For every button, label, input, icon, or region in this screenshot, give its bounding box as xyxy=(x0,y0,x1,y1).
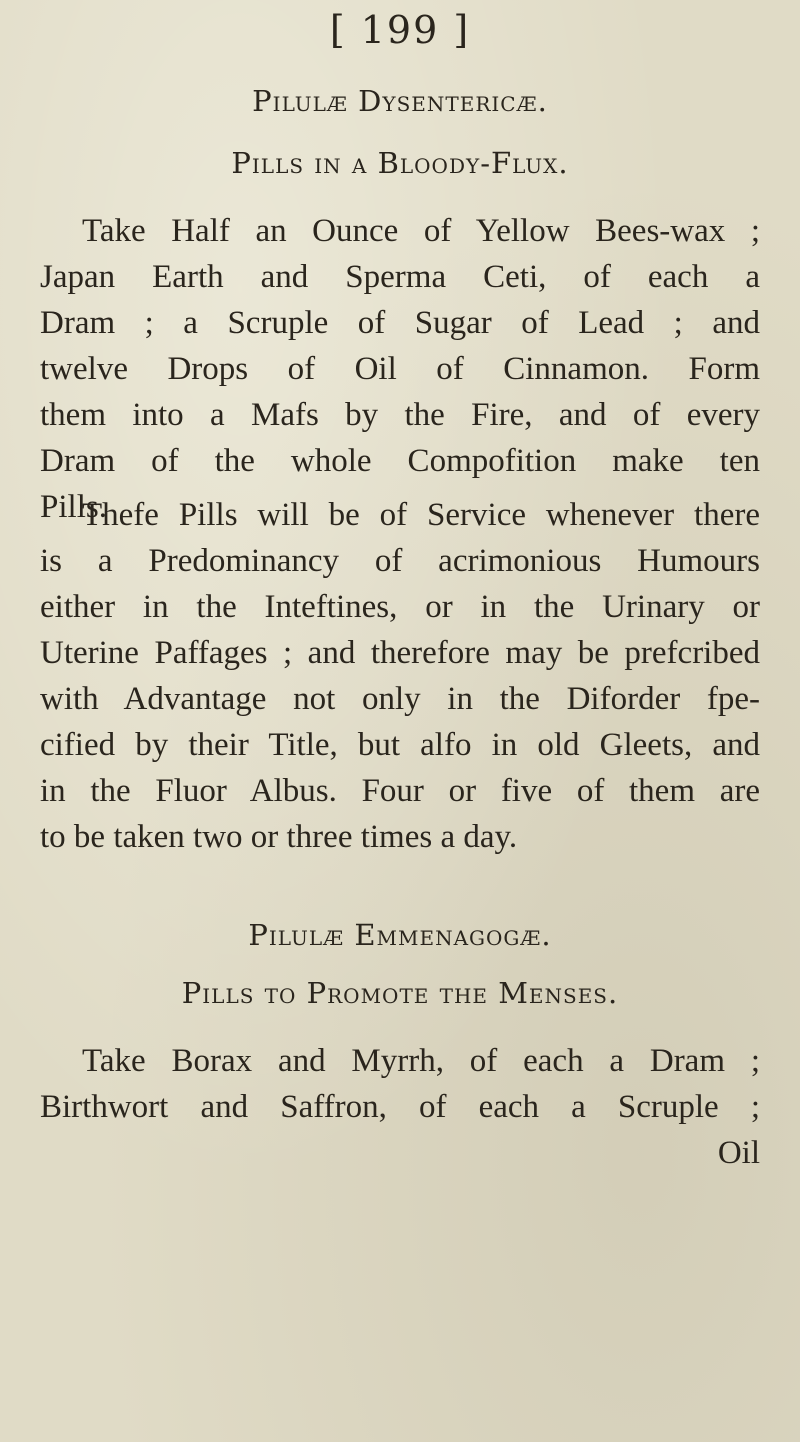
text-line: Dram ; a Scruple of Sugar of Lead ; and xyxy=(40,305,760,341)
text-line: Thefe Pills will be of Service whenever there xyxy=(82,497,760,533)
text-line: Birthwort and Saffron, of each a Scruple ; xyxy=(40,1089,760,1125)
text-line: Pills. xyxy=(40,489,107,525)
text-line: either in the Inteftines, or in the Urinary or xyxy=(40,589,760,625)
text-line: Take Borax and Myrrh, of each a Dram ; xyxy=(82,1043,760,1079)
text-line: Take Half an Ounce of Yellow Bees-wax ; xyxy=(82,213,760,249)
page-number: [ 199 ] xyxy=(329,8,471,52)
text-line: twelve Drops of Oil of Cinnamon. Form xyxy=(40,351,760,387)
recipe-paragraph-2 xyxy=(40,1038,760,1176)
text-line: them into a Mafs by the Fire, and of every xyxy=(40,397,760,433)
text-line: Dram of the whole Compofition make ten xyxy=(40,443,760,479)
text-line: Japan Earth and Sperma Ceti, of each a xyxy=(40,259,760,295)
note-paragraph-1 xyxy=(40,492,760,860)
text-line: Uterine Paffages ; and therefore may be prefcribed xyxy=(40,635,760,671)
text-line: is a Predominancy of acrimonious Humours xyxy=(40,543,760,579)
catchword: Oil xyxy=(717,1135,760,1171)
text-line: to be taken two or three times a day. xyxy=(40,819,518,855)
section-subtitle-bloody-flux: Pills in a Bloody-Flux. xyxy=(231,146,569,180)
text-line: in the Fluor Albus. Four or five of them are xyxy=(40,773,760,809)
section-title-emmenagogae: Pilulæ Emmenagogæ. xyxy=(248,918,552,952)
section-title-dysentericae: Pilulæ Dysentericæ. xyxy=(252,84,548,118)
text-line: with Advantage not only in the Diforder fpe- xyxy=(40,681,760,717)
section-subtitle-menses: Pills to Promote the Menses. xyxy=(181,976,619,1010)
text-line: cified by their Title, but alfo in old Gleets, and xyxy=(40,727,760,763)
recipe-paragraph-1 xyxy=(40,208,760,530)
